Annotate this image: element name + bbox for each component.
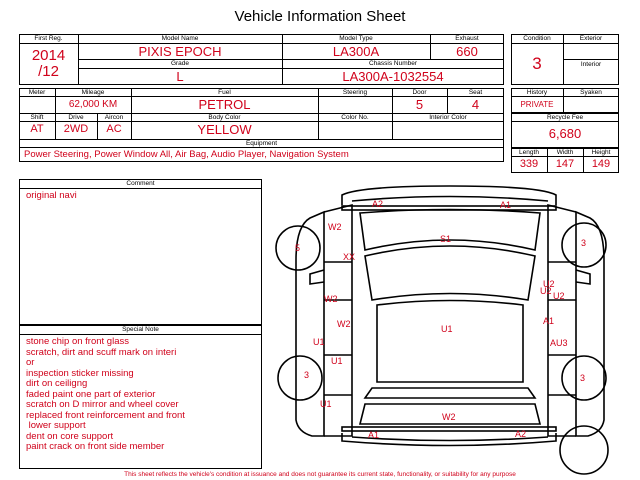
height-value: 149 bbox=[591, 158, 611, 170]
exterior-label: Exterior bbox=[579, 35, 603, 42]
mark-a2-bottom: A2 bbox=[515, 429, 527, 439]
grade-label: Grade bbox=[170, 60, 190, 67]
shift-label: Shift bbox=[30, 114, 44, 121]
mark-u1-left-low: U1 bbox=[331, 356, 343, 366]
comment-text: original navi bbox=[26, 190, 77, 201]
mark-a1-right: A1 bbox=[543, 316, 555, 326]
model-name-label: Model Name bbox=[161, 35, 199, 42]
width-label: Width bbox=[556, 149, 574, 156]
special-note-item: inspection sticker missing bbox=[26, 367, 134, 379]
door-value: 5 bbox=[415, 97, 424, 112]
mark-u1-left: U1 bbox=[313, 337, 325, 347]
length-label: Length bbox=[519, 149, 539, 156]
mark-w2-left-low: W2 bbox=[337, 319, 351, 329]
special-note-item: dirt on ceiligng bbox=[26, 378, 88, 389]
door-label: Door bbox=[412, 89, 427, 96]
condition-value: 3 bbox=[532, 54, 542, 73]
mark-u2-r1: U2 bbox=[543, 279, 555, 289]
mark-w2-bottom: W2 bbox=[442, 412, 456, 422]
mark-au3: AU3 bbox=[550, 338, 568, 348]
mileage-label: Mileage bbox=[81, 89, 105, 96]
fuel-value: PETROL bbox=[198, 97, 251, 112]
mark-xx: XX bbox=[343, 252, 356, 262]
mark-a1-bottom: A1 bbox=[368, 430, 380, 440]
chassis-label: Chassis Number bbox=[368, 60, 418, 67]
mark-u2-r3: U2 bbox=[553, 291, 565, 301]
interior-label: Interior bbox=[580, 61, 602, 68]
steering-label: Steering bbox=[342, 89, 368, 96]
drive-label: Drive bbox=[68, 114, 84, 121]
special-note-item: scratch on D mirror and wheel cover bbox=[26, 399, 179, 410]
condition-label: Condition bbox=[523, 35, 551, 42]
grade-value: L bbox=[176, 69, 184, 84]
drive-value: 2WD bbox=[63, 123, 89, 135]
mark-w2-left-mid: W2 bbox=[324, 294, 338, 304]
equipment-value: Power Steering, Power Window All, Air Bag, Audio Player, Navigation System bbox=[24, 149, 349, 160]
recycle-fee-value: 6,680 bbox=[548, 126, 582, 141]
special-note-item: paint crack on front side member bbox=[26, 441, 165, 452]
first-reg-month: /12 bbox=[38, 63, 59, 80]
mark-u2-r2: U2 bbox=[540, 286, 552, 296]
chassis-value: LA300A-1032554 bbox=[342, 69, 444, 84]
height-label: Height bbox=[591, 149, 611, 156]
special-note-item: or bbox=[26, 357, 35, 368]
body-color-value: YELLOW bbox=[197, 122, 252, 137]
exhaust-label: Exhaust bbox=[455, 35, 479, 42]
color-no-label: Color No. bbox=[341, 114, 369, 121]
exhaust-value: 660 bbox=[456, 44, 478, 59]
meter-label: Meter bbox=[28, 89, 46, 96]
interior-color-label: Interior Color bbox=[429, 114, 467, 121]
mark-u1-bottom: U1 bbox=[320, 399, 332, 409]
model-type-value: LA300A bbox=[332, 44, 380, 59]
special-note-item: dent on core support bbox=[26, 430, 114, 442]
seat-value: 4 bbox=[471, 97, 480, 112]
mark-wheel-rr: 3 bbox=[580, 373, 586, 383]
disclaimer-footer: This sheet reflects the vehicle's condition at issuance and does not guarantee its current state, functionality, or suitability for any purpose bbox=[124, 471, 516, 478]
mark-wheel-fl: 5 bbox=[295, 243, 301, 253]
sheet-title: Vehicle Information Sheet bbox=[234, 8, 406, 25]
mark-u1-center: U1 bbox=[441, 324, 453, 334]
aircon-label: Aircon bbox=[104, 114, 124, 121]
mark-wheel-fr: 3 bbox=[581, 238, 587, 248]
length-value: 339 bbox=[519, 158, 539, 170]
special-note-item: stone chip on front glass bbox=[26, 336, 129, 347]
comment-label: Comment bbox=[126, 180, 155, 187]
mileage-value: 62,000 KM bbox=[68, 99, 118, 110]
mark-s1: S1 bbox=[440, 234, 452, 244]
mark-w2-left-top: W2 bbox=[328, 222, 342, 232]
model-name-value: PIXIS EPOCH bbox=[138, 44, 222, 59]
special-note-item: faded paint one part of exterior bbox=[26, 388, 156, 400]
history-value: PRIVATE bbox=[520, 100, 554, 109]
shift-value: AT bbox=[30, 123, 44, 135]
syaken-label: Syaken bbox=[580, 89, 602, 96]
special-note-label: Special Note bbox=[122, 326, 159, 333]
mark-a2-top: A2 bbox=[372, 199, 384, 209]
mark-wheel-rl: 3 bbox=[304, 370, 310, 380]
width-value: 147 bbox=[555, 158, 575, 170]
seat-label: Seat bbox=[468, 89, 483, 96]
body-color-label: Body Color bbox=[208, 114, 241, 121]
first-reg-year: 2014 bbox=[31, 47, 66, 64]
special-note-item: replaced front reinforcement and front bbox=[26, 409, 185, 421]
fuel-label: Fuel bbox=[218, 89, 231, 96]
recycle-fee-label: Recycle Fee bbox=[546, 114, 584, 121]
model-type-label: Model Type bbox=[339, 35, 373, 42]
first-reg-label: First Reg. bbox=[34, 35, 63, 42]
equipment-label: Equipment bbox=[245, 140, 278, 147]
mark-a1-top: A1 bbox=[500, 200, 512, 210]
history-label: History bbox=[526, 89, 548, 96]
special-note-item: lower support bbox=[26, 420, 86, 431]
special-note-item: scratch, dirt and scuff mark on interi bbox=[26, 346, 177, 358]
aircon-value: AC bbox=[106, 123, 122, 135]
